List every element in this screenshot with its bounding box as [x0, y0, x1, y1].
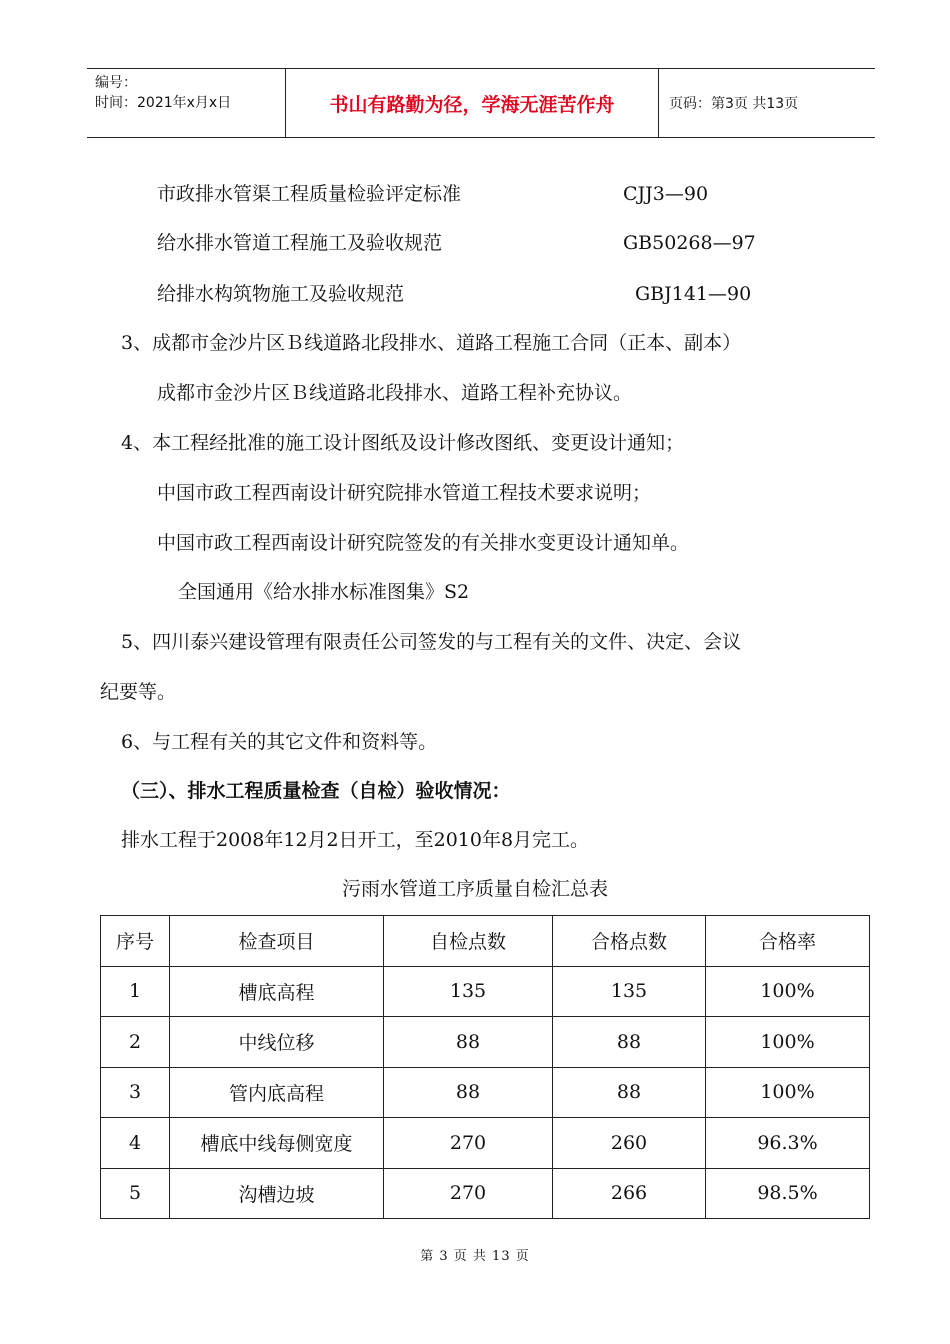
header-motto: 书山有路勤为径，学海无涯苦作舟	[285, 69, 659, 137]
table-header-row	[101, 916, 870, 967]
section-heading: （三）、排水工程质量检查（自检）验收情况：	[121, 780, 511, 802]
cell-checked: 88	[384, 1067, 553, 1118]
item-3-agreement: 成都市金沙片区Ｂ线道路北段排水、道路工程补充协议。	[157, 382, 633, 404]
standard-name: 给水排水管道工程施工及验收规范	[157, 232, 443, 254]
cell-index: 2	[101, 1017, 170, 1068]
item-3-contract: 3、成都市金沙片区Ｂ线道路北段排水、道路工程施工合同（正本、副本）	[121, 332, 742, 354]
cell-passed: 88	[553, 1067, 706, 1118]
cell-checked: 270	[384, 1168, 553, 1219]
item-4-change-notice: 中国市政工程西南设计研究院签发的有关排水变更设计通知单。	[157, 532, 690, 554]
time-label: 时间：2021年x月x日	[95, 95, 232, 111]
col-header-rate: 合格率	[706, 916, 870, 967]
quality-table	[100, 915, 870, 1219]
cell-index: 3	[101, 1067, 170, 1118]
cell-item: 沟槽边坡	[170, 1168, 384, 1219]
table-row	[101, 966, 870, 1017]
cell-index: 1	[101, 966, 170, 1017]
col-header-checked: 自检点数	[384, 916, 553, 967]
page-header	[87, 68, 875, 138]
standard-code: CJJ3—90	[623, 183, 709, 205]
table-row	[101, 1017, 870, 1068]
table-row	[101, 1118, 870, 1169]
serial-label: 编号：	[95, 75, 137, 91]
item-5-continued: 纪要等。	[100, 681, 177, 703]
item-5-documents: 5、四川泰兴建设管理有限责任公司签发的与工程有关的文件、决定、会议	[121, 631, 742, 653]
item-4-atlas: 全国通用《给水排水标准图集》S2	[178, 581, 470, 603]
table-row	[101, 1067, 870, 1118]
cell-checked: 88	[384, 1017, 553, 1068]
cell-item: 槽底中线每侧宽度	[170, 1118, 384, 1169]
header-page-number: 页码：第3页 共13页	[669, 96, 799, 112]
standard-code: GB50268—97	[623, 232, 756, 254]
standard-code: GBJ141—90	[635, 283, 752, 305]
cell-checked: 270	[384, 1118, 553, 1169]
cell-index: 5	[101, 1168, 170, 1219]
item-6-other: 6、与工程有关的其它文件和资料等。	[121, 731, 438, 753]
table-row	[101, 1168, 870, 1219]
cell-rate: 100%	[706, 1017, 870, 1068]
item-4-requirements: 中国市政工程西南设计研究院排水管道工程技术要求说明；	[157, 482, 652, 504]
table-caption: 污雨水管道工序质量自检汇总表	[341, 878, 608, 900]
cell-item: 中线位移	[170, 1017, 384, 1068]
timeline-text: 排水工程于2008年12月2日开工，至2010年8月完工。	[121, 829, 590, 851]
cell-rate: 96.3%	[706, 1118, 870, 1169]
cell-item: 槽底高程	[170, 966, 384, 1017]
cell-passed: 88	[553, 1017, 706, 1068]
standard-name: 给排水构筑物施工及验收规范	[157, 283, 405, 305]
cell-index: 4	[101, 1118, 170, 1169]
col-header-passed: 合格点数	[553, 916, 706, 967]
cell-rate: 98.5%	[706, 1168, 870, 1219]
standard-name: 市政排水管渠工程质量检验评定标准	[157, 183, 462, 205]
cell-rate: 100%	[706, 1067, 870, 1118]
cell-passed: 266	[553, 1168, 706, 1219]
page-footer: 第 3 页 共 13 页	[420, 1249, 530, 1264]
cell-item: 管内底高程	[170, 1067, 384, 1118]
col-header-index: 序号	[101, 916, 170, 967]
header-meta	[87, 69, 285, 137]
item-4-drawings: 4、本工程经批准的施工设计图纸及设计修改图纸、变更设计通知；	[121, 432, 685, 454]
col-header-item: 检查项目	[170, 916, 384, 967]
cell-passed: 135	[553, 966, 706, 1017]
cell-passed: 260	[553, 1118, 706, 1169]
cell-checked: 135	[384, 966, 553, 1017]
cell-rate: 100%	[706, 966, 870, 1017]
